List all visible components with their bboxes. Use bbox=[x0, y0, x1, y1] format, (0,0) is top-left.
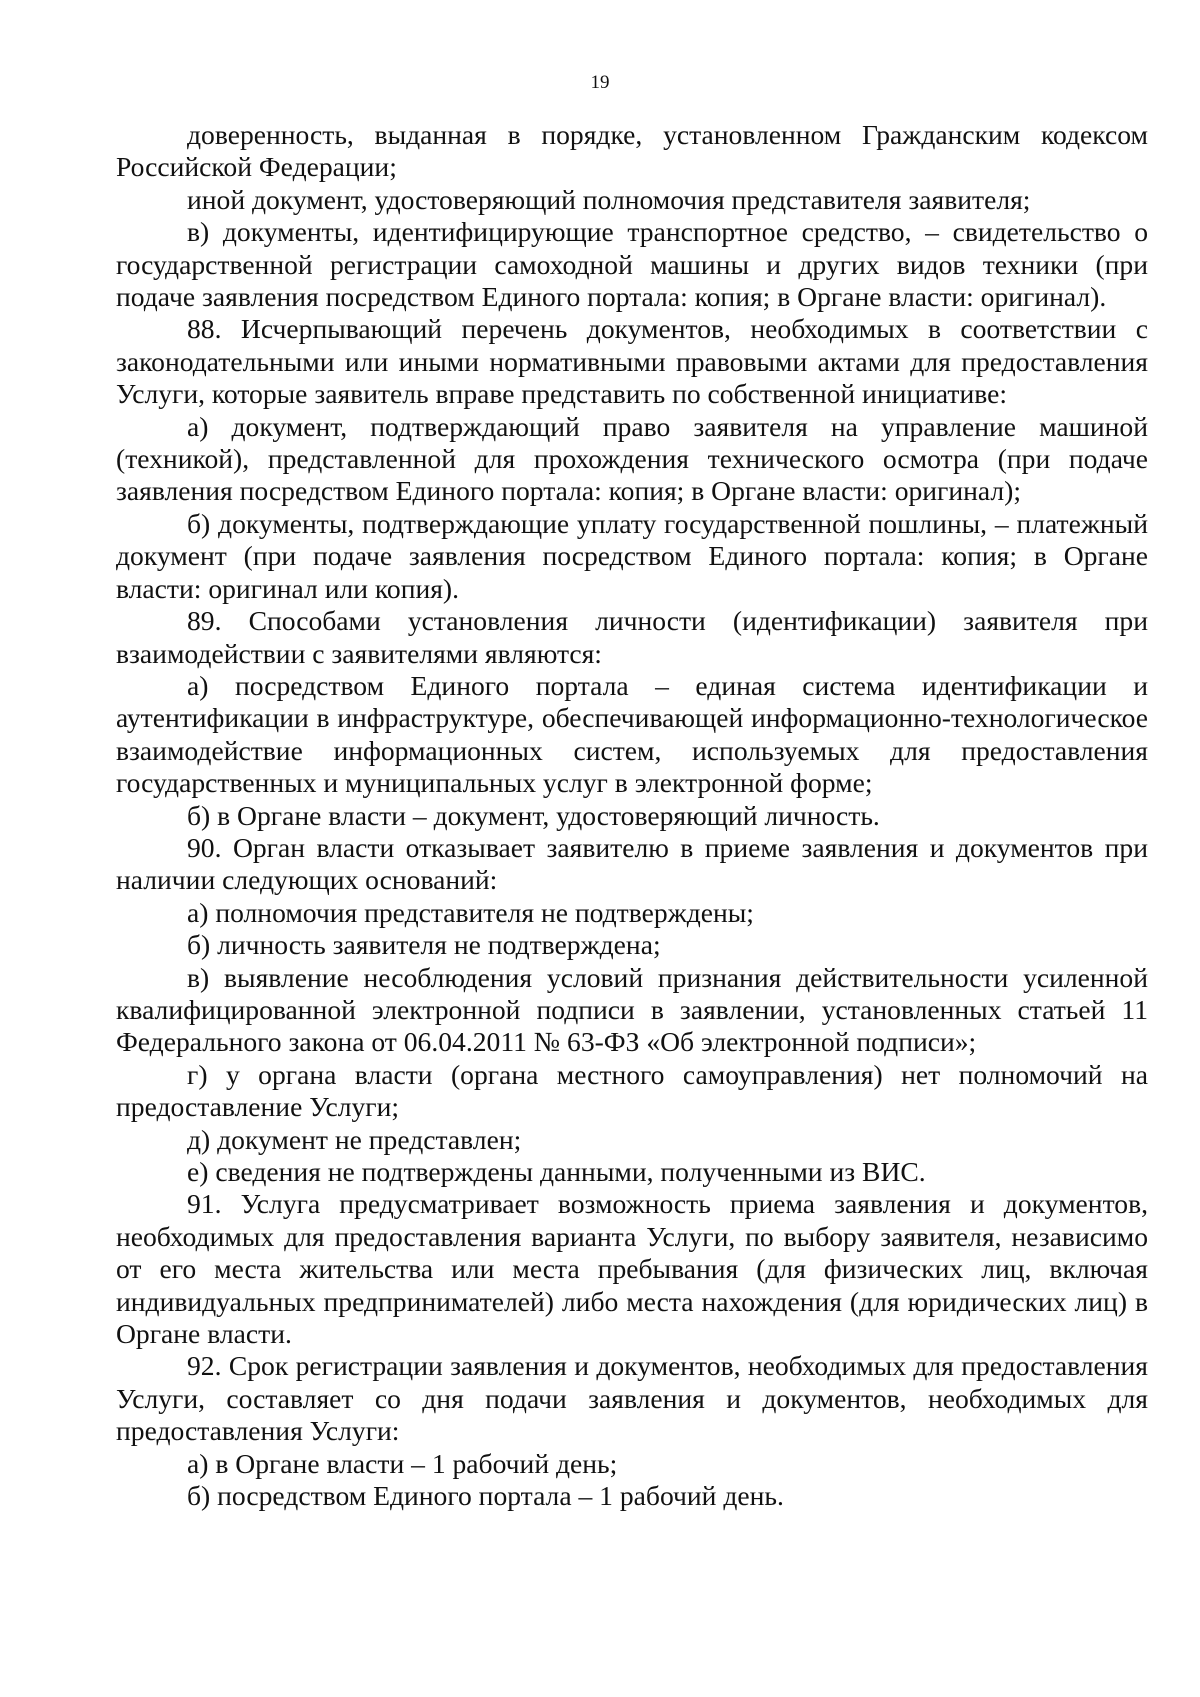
paragraph-89-b: б) в Органе власти – документ, удостоверяющий личность. bbox=[187, 799, 880, 831]
paragraph-vehicle-documents: в) документы, идентифицирующие транспортное средство, – свидетельство о государственной регистрации самоходной машины и других видов техники (при подаче заявления посредством Единого портала: копия; в Органе власти: оригинал). bbox=[116, 216, 1148, 313]
paragraph-90-b: б) личность заявителя не подтверждена; bbox=[187, 929, 661, 961]
document-body bbox=[116, 119, 1148, 1512]
paragraph-90-v: в) выявление несоблюдения условий признания действительности усиленной квалифицированной электронной подписи в заявлении, установленных статьей 11 Федерального закона от 06.04.2011 № 63-ФЗ «Об электронной подписи»; bbox=[116, 961, 1148, 1058]
paragraph-90-d: д) документ не представлен; bbox=[187, 1123, 522, 1155]
paragraph-88-a: а) документ, подтверждающий право заявителя на управление машиной (техникой), представленной для прохождения технического осмотра (при подаче заявления посредством Единого портала: копия; в Органе власти: оригинал); bbox=[116, 410, 1148, 507]
paragraph-90: 90. Орган власти отказывает заявителю в приеме заявления и документов при наличии следующих оснований: bbox=[116, 831, 1148, 896]
paragraph-92-a: а) в Органе власти – 1 рабочий день; bbox=[187, 1447, 618, 1479]
page-number: 19 bbox=[590, 72, 610, 93]
paragraph-88-b: б) документы, подтверждающие уплату государственной пошлины, – платежный документ (при подаче заявления посредством Единого портала: копия; в Органе власти: оригинал или копия). bbox=[116, 507, 1148, 604]
paragraph-power-of-attorney: доверенность, выданная в порядке, установленном Гражданским кодексом Российской Федерации; bbox=[116, 119, 1148, 183]
paragraph-90-g: г) у органа власти (органа местного самоуправления) нет полномочий на предоставление Услуги; bbox=[116, 1058, 1148, 1123]
paragraph-88: 88. Исчерпывающий перечень документов, необходимых в соответствии с законодательными или иными нормативными правовыми актами для предоставления Услуги, которые заявитель вправе представить по собственной инициативе: bbox=[116, 313, 1148, 410]
paragraph-89: 89. Способами установления личности (идентификации) заявителя при взаимодействии с заявителями являются: bbox=[116, 605, 1148, 669]
paragraph-92: 92. Срок регистрации заявления и документов, необходимых для предоставления Услуги, составляет со дня подачи заявления и документов, необходимых для предоставления Услуги: bbox=[116, 1350, 1148, 1447]
paragraph-90-e: е) сведения не подтверждены данными, полученными из ВИС. bbox=[187, 1156, 926, 1187]
paragraph-89-a: а) посредством Единого портала – единая система идентификации и аутентификации в инфраструктуре, обеспечивающей информационно-технологическое взаимодействие информационных систем, используемых для предоставления государственных и муниципальных услуг в электронной форме; bbox=[116, 669, 1148, 799]
paragraph-90-a: а) полномочия представителя не подтверждены; bbox=[187, 896, 754, 928]
paragraph-91: 91. Услуга предусматривает возможность приема заявления и документов, необходимых для предоставления варианта Услуги, по выбору заявителя, независимо от его места жительства или места пребывания (для физических лиц, включая индивидуальных предпринимателей) либо места нахождения (для юридических лиц) в Органе власти. bbox=[116, 1188, 1148, 1350]
paragraph-other-authority-document: иной документ, удостоверяющий полномочия представителя заявителя; bbox=[187, 183, 1031, 215]
paragraph-92-b: б) посредством Единого портала – 1 рабочий день. bbox=[187, 1480, 784, 1512]
